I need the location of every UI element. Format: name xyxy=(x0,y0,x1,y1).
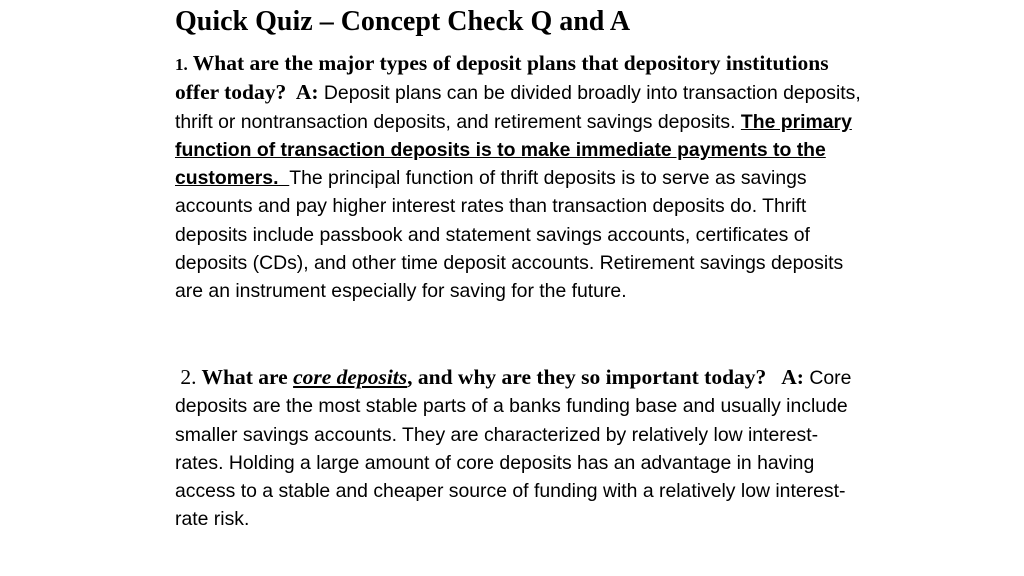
question-text-continued: , and why are they so important today? xyxy=(407,365,767,389)
answer-label: A: xyxy=(781,365,804,389)
question-term: core deposits xyxy=(293,365,408,389)
question-number: 1. xyxy=(175,55,188,74)
answer-text: Deposit plans can be divided broadly into transaction deposits, thrift or nontransaction deposits, and retirement savings deposits. xyxy=(175,82,861,133)
answer-emphasis: The primary function of transaction deposits is to make immediate payments to the customers. xyxy=(175,110,852,190)
question-text: What are the major types of deposit plans that depository institutions offer today? xyxy=(175,51,829,105)
question-text: What are xyxy=(201,365,288,389)
answer-text: Core deposits are the most stable parts of a banks funding base and usually include smaller savings accounts. They are characterized by relatively low interest-rates. Holding a large amount of core deposits has an advantage in having access to a stable and cheaper source of funding with a relatively low interest-rate risk. xyxy=(175,367,852,531)
qa-item-1 xyxy=(175,50,865,307)
answer-text-continued: The principal function of thrift deposits is to serve as savings accounts and pay higher interest rates than transaction deposits do. Thrift deposits include passbook and statement savings accounts, certificates of deposits (CDs), and other time deposit accounts. Retirement savings deposits are an instrument especially for saving for the future. xyxy=(175,167,844,303)
slide-title: Quick Quiz – Concept Check Q and A xyxy=(175,6,631,37)
question-number: 2. xyxy=(180,365,197,389)
qa-item-2 xyxy=(175,364,865,535)
answer-label: A: xyxy=(295,80,319,105)
